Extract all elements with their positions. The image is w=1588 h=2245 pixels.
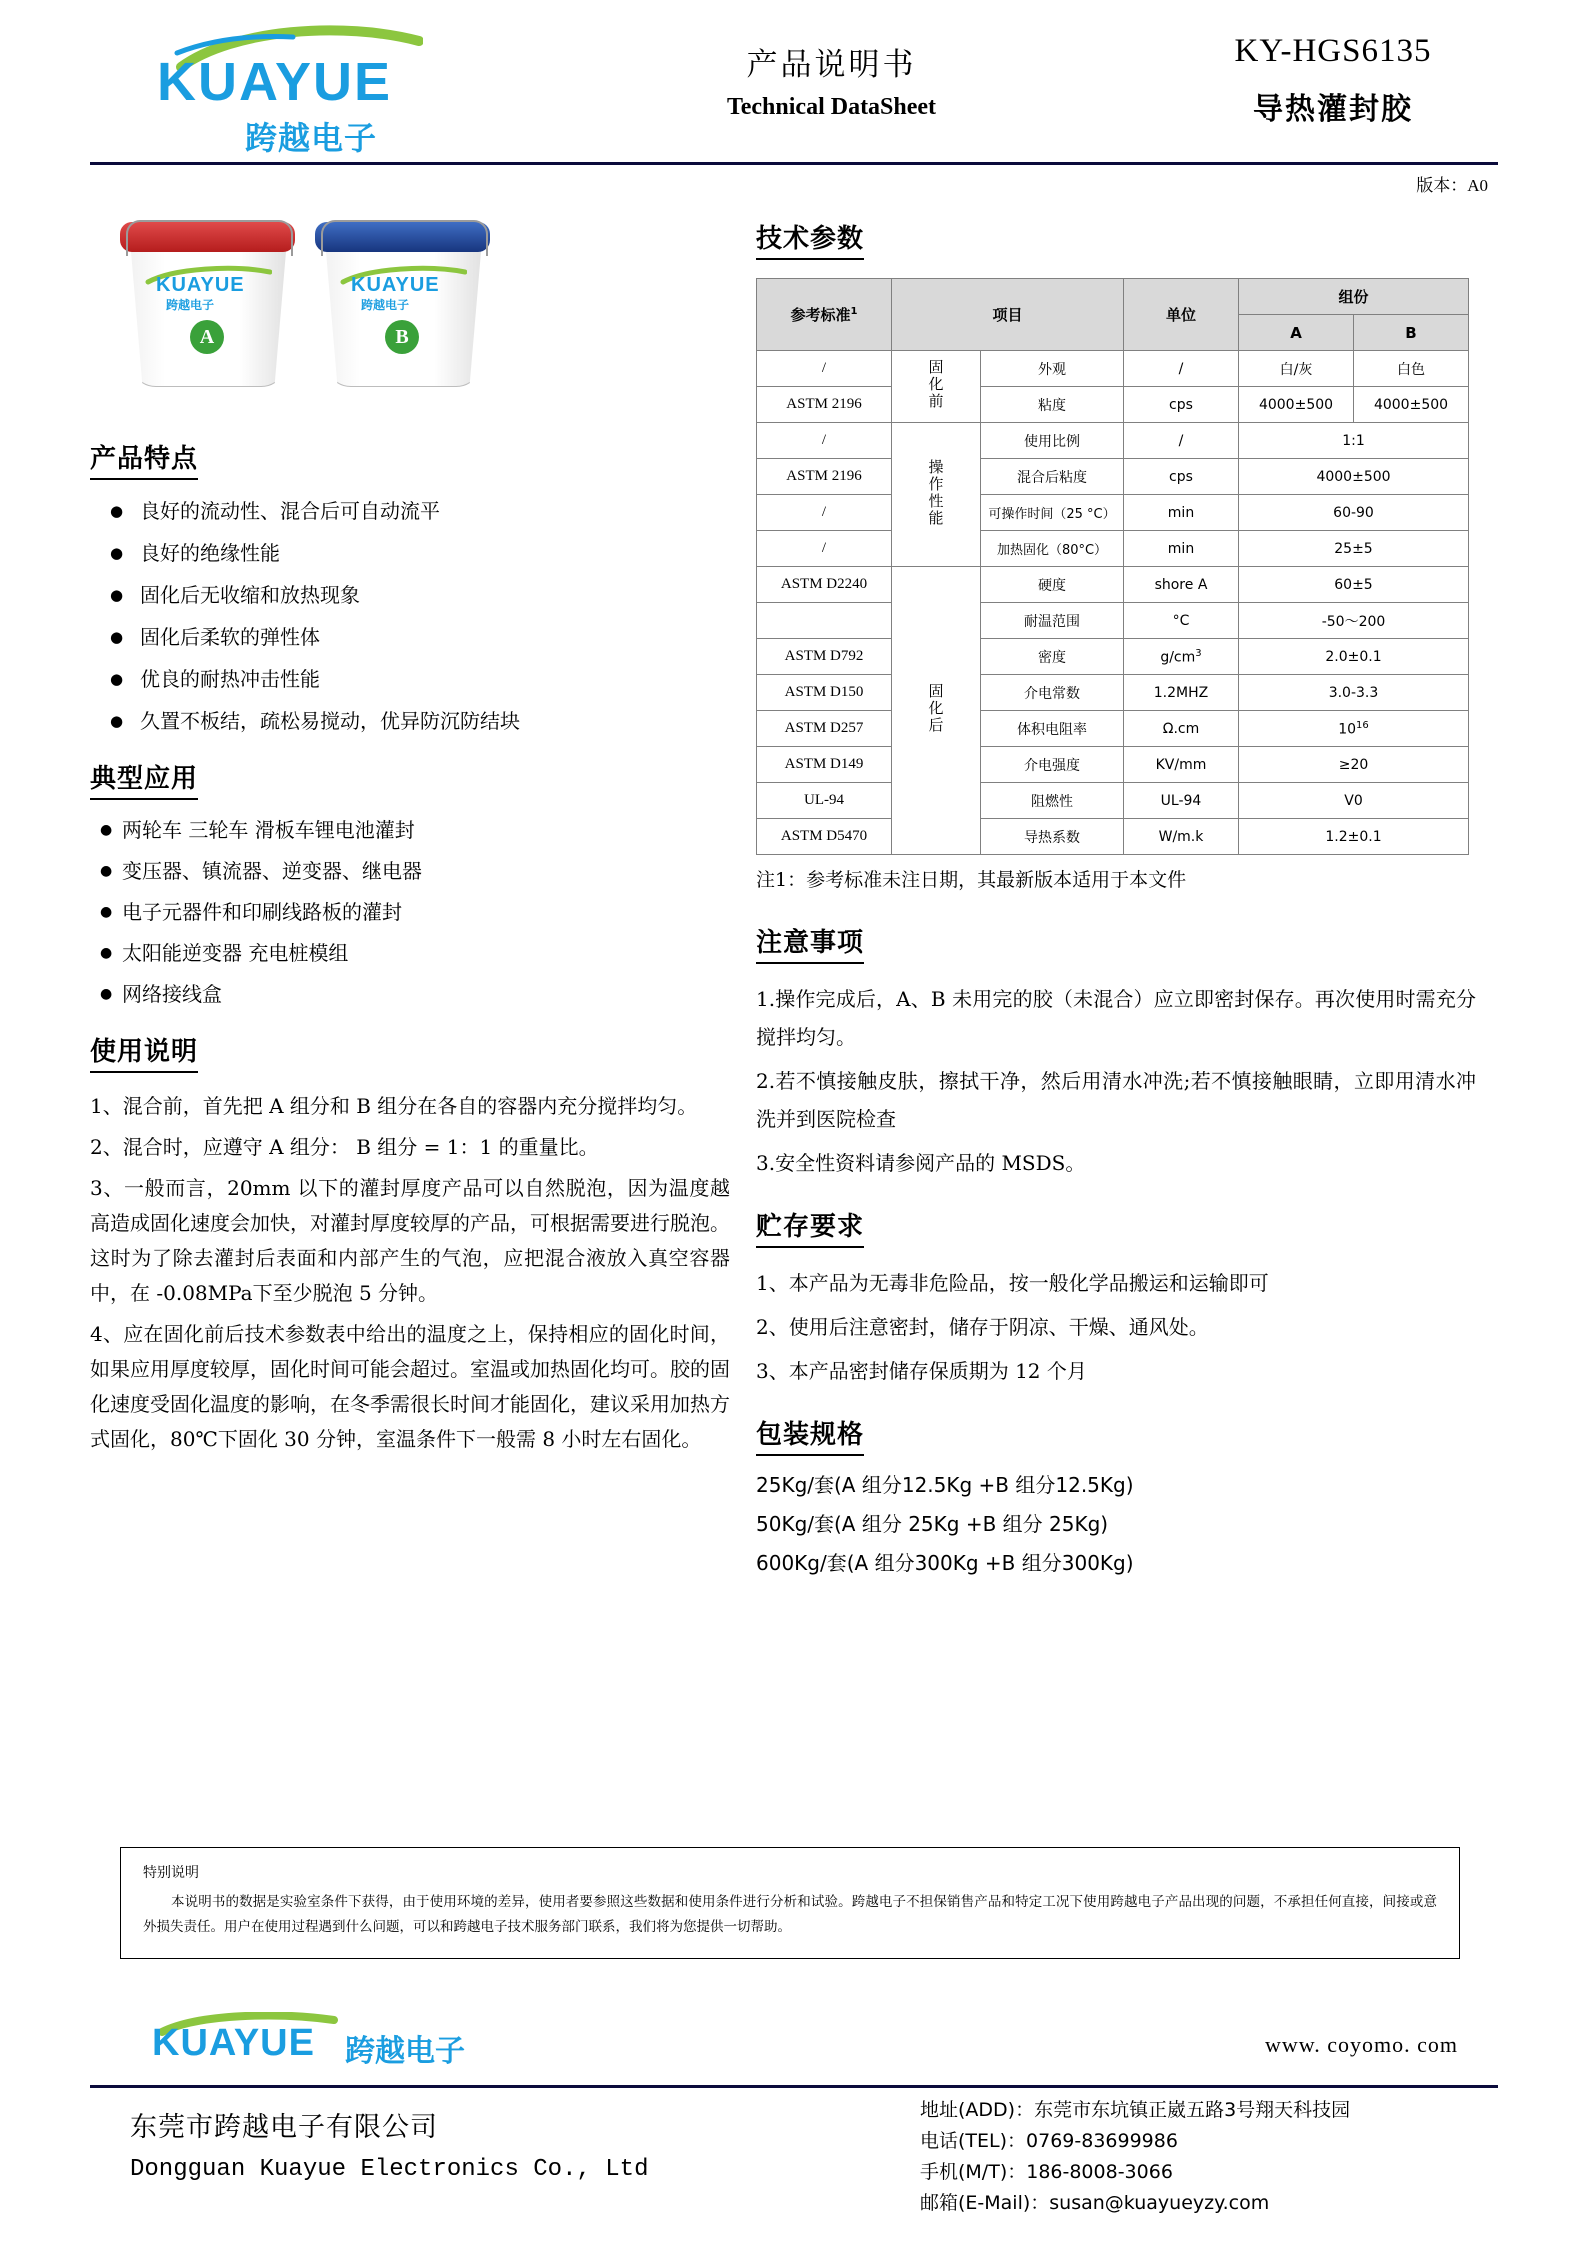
packaging-item: 50Kg/套(A 组分 25Kg +B 组分 25Kg) — [756, 1512, 1109, 1536]
list-item: ● 变压器、镇流器、逆变器、继电器 — [100, 851, 730, 892]
footer-logo-wordmark: KUAYUE — [152, 2022, 315, 2064]
col-item: 项目 — [892, 279, 1124, 351]
cell-item: 加热固化（80°C） — [981, 531, 1124, 567]
right-column — [756, 202, 1476, 1583]
cell-value: 4000±500 — [1239, 459, 1469, 495]
features-heading: 产品特点 — [90, 438, 198, 480]
disclaimer-box — [120, 1847, 1460, 1959]
list-item: ● 良好的绝缘性能 — [106, 532, 730, 574]
cell-standard: UL-94 — [757, 783, 892, 819]
cell-standard: ASTM D149 — [757, 747, 892, 783]
cell-unit: $g/cm^3$ — [1124, 639, 1239, 675]
cell-a: 白/灰 — [1239, 351, 1354, 387]
pail-label-b: B — [385, 320, 419, 354]
pail-logo-text: KUAYUE — [156, 274, 245, 296]
spec-heading: 技术参数 — [756, 218, 864, 260]
company-name-en: Dongguan Kuayue Electronics Co., Ltd — [130, 2156, 649, 2183]
cell-standard — [757, 603, 892, 639]
list-item: ● 网络接线盒 — [100, 974, 730, 1015]
col-b: B — [1354, 315, 1469, 351]
cell-unit: / — [1124, 351, 1239, 387]
cell-value: 25±5 — [1239, 531, 1469, 567]
specifications-table — [756, 278, 1469, 855]
stage-before-cure: 固化前 — [892, 351, 981, 423]
cell-a: 4000±500 — [1239, 387, 1354, 423]
list-item: ● 固化后柔软的弹性体 — [106, 616, 730, 658]
table-row — [757, 531, 1469, 567]
table-row — [757, 423, 1469, 459]
cell-unit: min — [1124, 531, 1239, 567]
storage-heading: 贮存要求 — [756, 1206, 864, 1248]
header-divider — [90, 162, 1498, 165]
cell-standard: ASTM D150 — [757, 675, 892, 711]
col-standard: 参考标准$^1$ — [757, 279, 892, 351]
cell-standard: ASTM D257 — [757, 711, 892, 747]
storage-item: 1、本产品为无毒非危险品，按一般化学品搬运和运输即可 — [756, 1271, 1269, 1295]
caution-item: 3.安全性资料请参阅产品的 MSDS。 — [756, 1151, 1086, 1175]
list-item: ● 两轮车 三轮车 滑板车锂电池灌封 — [100, 810, 730, 851]
pail-component-b — [315, 212, 490, 387]
cell-unit: Ω.cm — [1124, 711, 1239, 747]
cell-item: 硬度 — [981, 567, 1124, 603]
cell-standard: / — [757, 351, 892, 387]
instruction-paragraph: 1、混合前，首先把 A 组分和 B 组分在各自的容器内充分搅拌均匀。 — [90, 1094, 698, 1118]
cell-unit: / — [1124, 423, 1239, 459]
list-item: ● 久置不板结，疏松易搅动，优异防沉防结块 — [106, 700, 730, 742]
table-header-row — [757, 279, 1469, 315]
company-block — [130, 2105, 648, 2183]
applications-list — [90, 810, 730, 1015]
contact-tel: 电话(TEL)：0769-83699986 — [920, 2130, 1178, 2152]
table-row — [757, 639, 1469, 675]
features-list — [90, 490, 730, 742]
list-item: ● 电子元器件和印刷线路板的灌封 — [100, 892, 730, 933]
cell-item: 混合后粘度 — [981, 459, 1124, 495]
cell-standard: ASTM 2196 — [757, 387, 892, 423]
product-identity — [1168, 33, 1498, 128]
cell-unit: °C — [1124, 603, 1239, 639]
cell-standard: / — [757, 423, 892, 459]
footer-divider — [90, 2085, 1498, 2088]
table-row — [757, 675, 1469, 711]
product-name: 导热灌封胶 — [1253, 91, 1413, 127]
cell-standard: ASTM D792 — [757, 639, 892, 675]
cell-item: 外观 — [981, 351, 1124, 387]
footer-logo — [100, 2012, 520, 2072]
pail-component-a — [120, 212, 295, 387]
applications-heading: 典型应用 — [90, 758, 198, 800]
cell-value: 60-90 — [1239, 495, 1469, 531]
cell-unit: UL-94 — [1124, 783, 1239, 819]
website-url[interactable]: www. coyomo. com — [1265, 2032, 1458, 2057]
page-header — [90, 0, 1498, 160]
list-item: ● 太阳能逆变器 充电桩模组 — [100, 933, 730, 974]
caution-item: 2.若不慎接触皮肤，擦拭干净，然后用清水冲洗;若不慎接触眼睛，立即用清水冲洗并到医院检查 — [756, 1069, 1476, 1131]
contact-block — [920, 2095, 1350, 2219]
cell-value: 3.0-3.3 — [1239, 675, 1469, 711]
pail-logo-text: KUAYUE — [351, 274, 440, 296]
pail-handle — [126, 220, 293, 256]
company-logo — [145, 13, 455, 157]
cell-unit: 1.2MHZ — [1124, 675, 1239, 711]
table-row — [757, 387, 1469, 423]
col-unit: 单位 — [1124, 279, 1239, 351]
table-row — [757, 351, 1469, 387]
packaging-item: 25Kg/套(A 组分12.5Kg +B 组分12.5Kg) — [756, 1473, 1134, 1497]
disclaimer-heading: 特别说明 — [143, 1865, 199, 1881]
logo-chinese-name: 跨越电子 — [245, 118, 378, 157]
col-a: A — [1239, 315, 1354, 351]
title-chinese: 产品说明书 — [746, 47, 917, 83]
pail-label-a: A — [190, 320, 224, 354]
cell-item: 介电强度 — [981, 747, 1124, 783]
cell-value: $10^{16}$ — [1239, 711, 1469, 747]
table-row — [757, 603, 1469, 639]
cell-item: 可操作时间（25 °C） — [981, 495, 1124, 531]
instruction-paragraph: 2、混合时，应遵守 A 组分： B 组分 = 1：1 的重量比。 — [90, 1135, 599, 1159]
col-group: 组份 — [1239, 279, 1469, 315]
cell-item: 耐温范围 — [981, 603, 1124, 639]
table-row — [757, 783, 1469, 819]
cell-value: ≥20 — [1239, 747, 1469, 783]
table-row — [757, 819, 1469, 855]
cell-standard: ASTM D2240 — [757, 567, 892, 603]
cell-unit: cps — [1124, 459, 1239, 495]
instruction-paragraph: 4、应在固化前后技术参数表中给出的温度之上，保持相应的固化时间，如果应用厚度较厚，固化时间可能会超过。室温或加热固化均可。胶的固化速度受固化温度的影响，在冬季需很长时间才能固化，建议采用加热方式固化，80℃下固化 30 分钟，室温条件下一般需 8 小时左右固化。 — [90, 1322, 730, 1451]
cell-standard: ASTM 2196 — [757, 459, 892, 495]
cell-item: 密度 — [981, 639, 1124, 675]
list-item: ● 良好的流动性、混合后可自动流平 — [106, 490, 730, 532]
cell-unit: W/m.k — [1124, 819, 1239, 855]
table-row — [757, 459, 1469, 495]
left-column — [90, 202, 730, 1583]
company-name-cn: 东莞市跨越电子有限公司 — [130, 2112, 438, 2143]
cell-unit: cps — [1124, 387, 1239, 423]
stage-after-cure: 固化后 — [892, 567, 981, 855]
cell-value: V0 — [1239, 783, 1469, 819]
table-row — [757, 711, 1469, 747]
list-item: ● 固化后无收缩和放热现象 — [106, 574, 730, 616]
pail-handle — [321, 220, 488, 256]
table-footnote: 注1：参考标准未注日期，其最新版本适用于本文件 — [756, 869, 1187, 891]
cell-value: -50～200 — [1239, 603, 1469, 639]
table-row — [757, 495, 1469, 531]
cell-standard: / — [757, 531, 892, 567]
packaging-item: 600Kg/套(A 组分300Kg +B 组分300Kg) — [756, 1551, 1134, 1575]
cell-item: 导热系数 — [981, 819, 1124, 855]
content-columns — [90, 202, 1498, 1583]
title-english: Technical DataSheet — [726, 94, 937, 120]
storage-item: 2、使用后注意密封，储存于阴凉、干燥、通风处。 — [756, 1315, 1209, 1339]
document-title — [455, 39, 1168, 121]
cell-b: 4000±500 — [1354, 387, 1469, 423]
contact-address: 地址(ADD)：东莞市东坑镇正崴五路3号翔天科技园 — [920, 2099, 1351, 2121]
cell-item: 阻燃性 — [981, 783, 1124, 819]
cell-value: 1.2±0.1 — [1239, 819, 1469, 855]
cell-value: 60±5 — [1239, 567, 1469, 603]
cell-value: 1:1 — [1239, 423, 1469, 459]
product-code: KY-HGS6135 — [1234, 32, 1432, 69]
storage-item: 3、本产品密封储存保质期为 12 个月 — [756, 1359, 1087, 1383]
contact-email[interactable]: 邮箱(E-Mail)：susan@kuayueyzy.com — [920, 2192, 1270, 2214]
packaging-heading: 包装规格 — [756, 1414, 864, 1456]
cell-item: 体积电阻率 — [981, 711, 1124, 747]
cell-b: 白色 — [1354, 351, 1469, 387]
cautions-heading: 注意事项 — [756, 922, 864, 964]
pail-logo-cn: 跨越电子 — [361, 298, 410, 312]
contact-mobile: 手机(M/T)：186-8008-3066 — [920, 2161, 1173, 2183]
cell-unit: shore A — [1124, 567, 1239, 603]
pail-logo-cn: 跨越电子 — [166, 298, 215, 312]
logo-wordmark: KUAYUE — [157, 51, 393, 112]
instruction-paragraph: 3、一般而言，20mm 以下的灌封厚度产品可以自然脱泡，因为温度越高造成固化速度会加快，对灌封厚度较厚的产品，可根据需要进行脱泡。这时为了除去灌封后表面和内部产生的气泡，应把混合液放入真空容器中，在 -0.08MPa下至少脱泡 5 分钟。 — [90, 1176, 730, 1305]
cell-standard: ASTM D5470 — [757, 819, 892, 855]
footer-logo-cn: 跨越电子 — [345, 2034, 465, 2069]
cell-item: 粘度 — [981, 387, 1124, 423]
caution-item: 1.操作完成后，A、B 未用完的胶（未混合）应立即密封保存。再次使用时需充分搅拌均匀。 — [756, 987, 1476, 1049]
instructions-heading: 使用说明 — [90, 1031, 198, 1073]
list-item: ● 优良的耐热冲击性能 — [106, 658, 730, 700]
cell-unit: KV/mm — [1124, 747, 1239, 783]
cell-item: 介电常数 — [981, 675, 1124, 711]
stage-operating: 操作性能 — [892, 423, 981, 567]
cell-value: 2.0±0.1 — [1239, 639, 1469, 675]
table-row — [757, 747, 1469, 783]
document-version: 版本：A0 — [1416, 176, 1488, 195]
product-photo — [100, 212, 730, 422]
disclaimer-text: 本说明书的数据是实验室条件下获得，由于使用环境的差异，使用者要参照这些数据和使用条件进行分析和试验。跨越电子不担保销售产品和特定工况下使用跨越电子产品出现的问题，不承担任何直接，间接或意外损失责任。用户在使用过程遇到什么问题，可以和跨越电子技术服务部门联系，我们将为您提供一切帮助。 — [143, 1894, 1437, 1935]
cell-item: 使用比例 — [981, 423, 1124, 459]
table-row — [757, 567, 1469, 603]
cell-unit: min — [1124, 495, 1239, 531]
cell-standard: / — [757, 495, 892, 531]
